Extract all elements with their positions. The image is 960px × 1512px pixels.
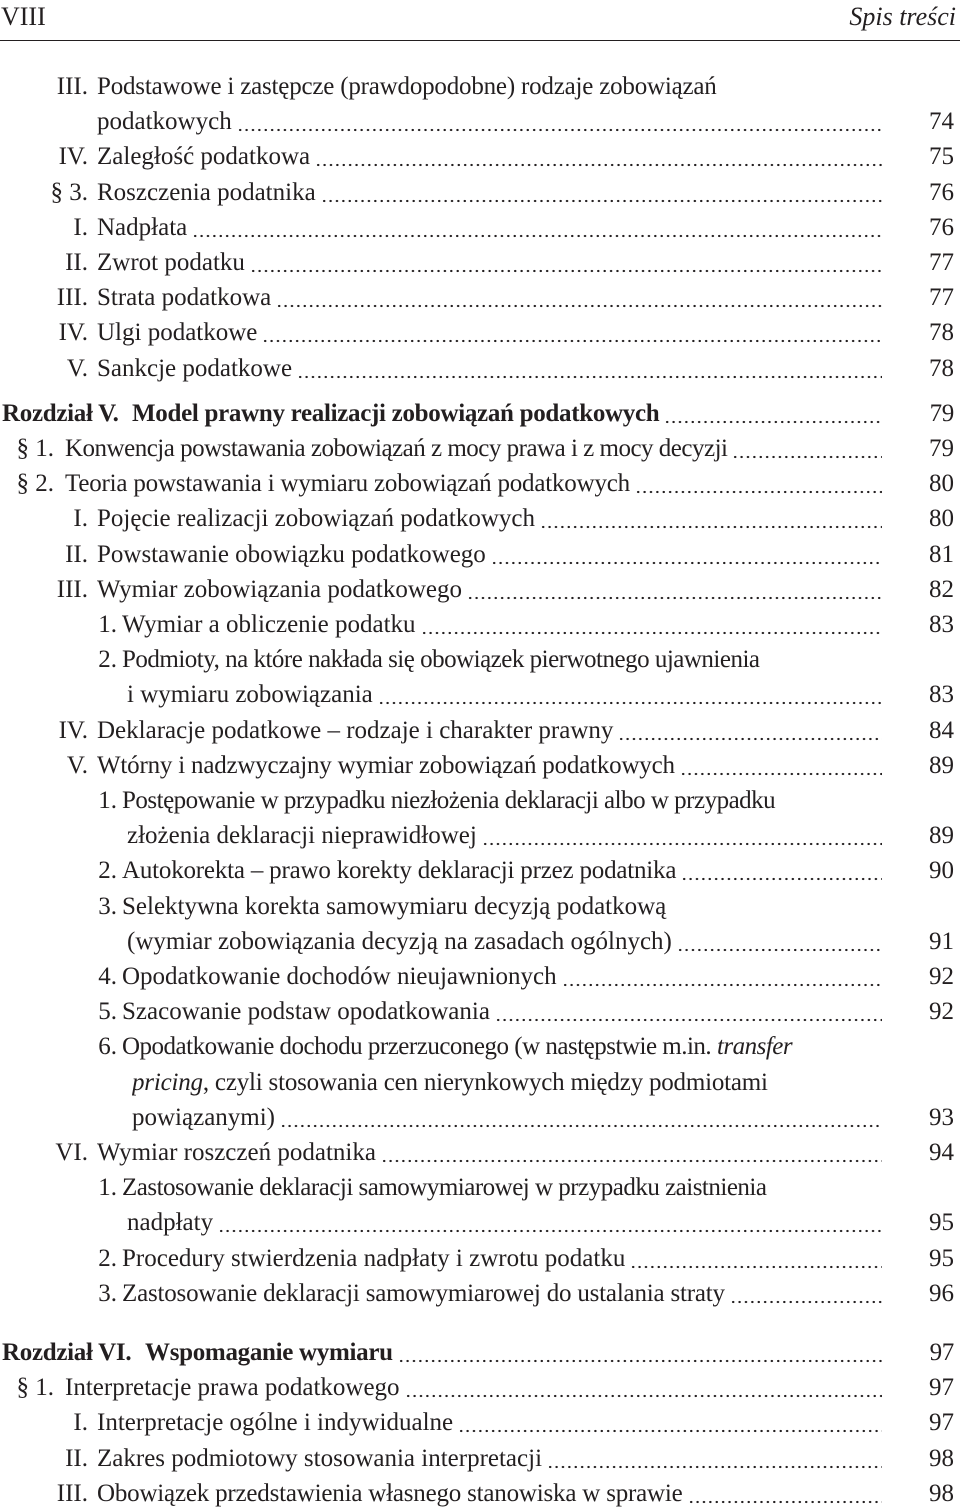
entry-title: powiązanymi) [132, 1104, 278, 1131]
page-ref: 76 [929, 213, 954, 241]
leader-dots [547, 1442, 882, 1476]
toc-entry[interactable] [0, 1406, 960, 1441]
toc-entry-line [0, 176, 960, 210]
entry-number: III. [56, 1479, 88, 1507]
entry-title: Interpretacje ogólne i indywidualne [97, 1409, 456, 1436]
leader-dots [635, 467, 882, 501]
entry-number: I. [73, 1409, 88, 1437]
entry-title: Wtórny i nadzwyczajny wymiar zobowiązań podatkowych [97, 752, 678, 779]
toc-entry[interactable] [0, 1242, 960, 1277]
entry-number: 2. [98, 1244, 117, 1272]
toc-entry-line [0, 1206, 960, 1240]
toc-entry-line [0, 467, 960, 501]
entry-title: Wspomaganie wymiaru [145, 1339, 396, 1366]
page-ref: 78 [929, 319, 954, 347]
toc-entry-line [0, 140, 960, 174]
toc-entry[interactable] [0, 749, 960, 784]
leader-dots [405, 1371, 882, 1405]
leader-dots [262, 316, 882, 350]
toc-entry[interactable] [0, 573, 960, 608]
page-ref: 98 [929, 1479, 954, 1507]
page-ref: 92 [929, 963, 954, 990]
leader-dots [680, 749, 882, 783]
leader-dots [732, 432, 882, 466]
entry-number: III. [56, 284, 88, 312]
leader-dots [467, 573, 882, 607]
entry-title: Pojęcie realizacji zobowiązań podatkowych [97, 505, 538, 532]
page-ref: 92 [929, 998, 954, 1026]
toc-entry-line [0, 1171, 960, 1205]
entry-number: 2. [98, 857, 117, 885]
entry-title: Sankcje podatkowe [97, 355, 295, 382]
toc-entry-line [0, 854, 960, 888]
entry-title: Zakres podmiotowy stosowania interpretacji [97, 1445, 545, 1472]
entry-title: Opodatkowanie dochodów nieujawnionych [122, 963, 560, 990]
toc-entry[interactable] [0, 608, 960, 643]
leader-dots [218, 1206, 882, 1240]
entry-title: Zastosowanie deklaracji samowymiarowej w przypadku zaistnienia [122, 1174, 769, 1201]
toc-entry[interactable] [0, 70, 960, 140]
page-ref: 80 [929, 470, 954, 498]
entry-number: III. [56, 575, 88, 603]
entry-number: III. [56, 73, 88, 100]
page-ref: 76 [929, 178, 954, 206]
toc-entry-line [0, 1371, 960, 1405]
toc-entry-line [0, 1336, 960, 1370]
page-ref: 91 [929, 927, 954, 955]
toc-chapter[interactable] [0, 1336, 960, 1371]
entry-title: podatkowych [97, 108, 235, 135]
leader-dots [297, 352, 882, 386]
toc-chapter[interactable] [0, 397, 960, 432]
toc-entry[interactable] [0, 281, 960, 316]
entry-title: Zaległość podatkowa [97, 143, 313, 170]
page-ref: 79 [929, 399, 954, 427]
toc-entry[interactable] [0, 176, 960, 211]
toc-entry-line [0, 1030, 960, 1064]
entry-title: Procedury stwierdzenia nadpłaty i zwrotu podatku [122, 1245, 628, 1272]
page-ref: 84 [929, 716, 954, 744]
entry-number: IV. [58, 143, 88, 171]
toc-entry-line [0, 246, 960, 280]
toc-entry[interactable] [0, 643, 960, 713]
toc-entry[interactable] [0, 211, 960, 246]
toc-entry-line [0, 784, 960, 818]
leader-dots [458, 1406, 882, 1440]
entry-number: 1. [98, 787, 117, 814]
toc-entry[interactable] [0, 1277, 960, 1312]
toc-entry-line [0, 925, 960, 959]
toc-entry-line [0, 643, 960, 677]
page-ref: 90 [929, 857, 954, 885]
leader-dots [562, 960, 882, 994]
leader-dots [664, 397, 882, 431]
toc-entry[interactable] [0, 960, 960, 995]
toc-entry-line [0, 211, 960, 245]
toc-entry[interactable] [0, 538, 960, 573]
leader-dots [250, 246, 882, 280]
entry-number: § 1. [16, 435, 54, 462]
leader-dots [688, 1477, 882, 1511]
entry-number: § 2. [16, 470, 54, 498]
toc-entry[interactable] [0, 1030, 960, 1136]
toc-entry-line [0, 1406, 960, 1440]
entry-number: 3. [98, 892, 117, 920]
toc-entry-line [0, 995, 960, 1029]
toc-entry-line [0, 1242, 960, 1276]
entry-number: § 3. [50, 178, 88, 206]
entry-number: IV. [58, 319, 88, 347]
entry-title: Ulgi podatkowe [97, 319, 260, 346]
toc-entry-line [0, 281, 960, 315]
page-ref: 80 [929, 505, 954, 533]
page-ref: 89 [929, 822, 954, 850]
page-ref: 77 [929, 284, 954, 312]
entry-number: 2. [98, 646, 117, 674]
entry-number: IV. [58, 716, 88, 744]
entry-number: 4. [98, 963, 117, 990]
entry-title: Zwrot podatku [97, 249, 248, 276]
toc-entry[interactable] [0, 1171, 960, 1241]
leader-dots [491, 538, 882, 572]
toc-entry-line [0, 70, 960, 104]
toc-entry[interactable] [0, 432, 960, 467]
page-ref: 78 [929, 354, 954, 382]
entry-title: Nadpłata [97, 214, 190, 241]
entry-title: Roszczenia podatnika [97, 179, 319, 206]
toc-entry[interactable] [0, 1371, 960, 1406]
entry-title: Interpretacje prawa podatkowego [65, 1374, 403, 1401]
toc-entry[interactable] [0, 352, 960, 387]
entry-number: VI. [55, 1139, 88, 1166]
entry-title: Podstawowe i zastępcze (prawdopodobne) rodzaje zobowiązań [97, 73, 720, 100]
entry-title: Wymiar roszczeń podatnika [97, 1139, 379, 1166]
entry-title: Teoria powstawania i wymiaru zobowiązań podatkowych [65, 470, 633, 497]
toc-entry-line [0, 1277, 960, 1311]
leader-dots [280, 1101, 882, 1135]
italic-term: pricing [132, 1068, 203, 1096]
page-ref: 79 [929, 435, 954, 462]
entry-number: I. [73, 213, 88, 241]
running-header [0, 0, 960, 41]
toc-entry-line [0, 352, 960, 386]
toc-entry[interactable] [0, 316, 960, 351]
page-ref: 95 [929, 1244, 954, 1272]
entry-title: Selektywna korekta samowymiaru decyzją podatkową [122, 893, 669, 920]
entry-title: Podmioty, na które nakłada się obowiązek pierwotnego ujawnienia [122, 646, 763, 673]
page-ref: 98 [929, 1444, 954, 1472]
entry-title: Szacowanie podstaw opodatkowania [122, 998, 493, 1025]
italic-term: transfer [716, 1033, 793, 1061]
entry-number: I. [73, 505, 88, 533]
leader-dots [681, 854, 882, 888]
page-ref: 95 [929, 1209, 954, 1237]
toc-entry-line [0, 432, 960, 466]
entry-title: Opodatkowanie dochodu przerzuconego (w następstwie m.in. transfer [122, 1033, 795, 1060]
toc-entry-line [0, 502, 960, 536]
toc-entry-line [0, 678, 960, 712]
toc-entry-line [0, 749, 960, 783]
leader-dots [381, 1136, 882, 1170]
leader-dots [730, 1277, 882, 1311]
page-ref: 89 [929, 751, 954, 779]
toc-entry-line [0, 1066, 960, 1100]
toc-entry[interactable] [0, 995, 960, 1030]
leader-dots [677, 925, 882, 959]
leader-dots [321, 176, 882, 210]
entry-title: (wymiar zobowiązania decyzją na zasadach ogólnych) [127, 928, 675, 955]
toc-entry-line [0, 1136, 960, 1170]
entry-title: Powstawanie obowiązku podatkowego [97, 541, 489, 568]
page-ref: 97 [929, 1409, 954, 1437]
entry-title: Deklaracje podatkowe – rodzaje i charakter prawny [97, 717, 616, 744]
entry-title: Wymiar a obliczenie podatku [122, 611, 419, 638]
leader-dots [398, 1336, 882, 1370]
leader-dots [276, 281, 882, 315]
page-ref: 75 [929, 143, 954, 171]
toc-entry[interactable] [0, 140, 960, 175]
entry-title: Strata podatkowa [97, 284, 274, 311]
page-ref: 83 [929, 681, 954, 709]
entry-title: nadpłaty [127, 1209, 216, 1236]
entry-title: Wymiar zobowiązania podatkowego [97, 576, 465, 603]
page-ref: 94 [929, 1139, 954, 1166]
entry-title: Zastosowanie deklaracji samowymiarowej do ustalania straty [122, 1280, 728, 1307]
page-ref: 93 [929, 1103, 954, 1131]
toc-entry-line [0, 1442, 960, 1476]
page-number: VIII [1, 2, 46, 31]
page-ref: 77 [929, 249, 954, 276]
toc-entry[interactable] [0, 1442, 960, 1477]
chapter-number: Rozdział V. [2, 399, 119, 427]
entry-title: pricing, czyli stosowania cen nierynkowych między podmiotami [132, 1069, 771, 1096]
leader-dots [315, 140, 882, 174]
page-ref: 96 [929, 1279, 954, 1307]
toc-entry-line [0, 316, 960, 350]
entry-number: II. [65, 1444, 88, 1472]
entry-title: Konwencja powstawania zobowiązań z mocy prawa i z mocy decyzji [65, 435, 730, 462]
page-ref: 81 [929, 540, 954, 568]
leader-dots [630, 1242, 882, 1276]
entry-number: § 1. [16, 1374, 54, 1402]
toc-entry[interactable] [0, 467, 960, 502]
running-title: Spis treści [849, 2, 956, 31]
toc-entry[interactable] [0, 784, 960, 854]
toc-entry[interactable] [0, 854, 960, 889]
toc-entry-line [0, 1477, 960, 1511]
toc-entry[interactable] [0, 714, 960, 749]
toc-entry-line [0, 608, 960, 642]
entry-number: 6. [98, 1033, 117, 1061]
toc-entry[interactable] [0, 246, 960, 281]
page-ref: 97 [929, 1339, 954, 1366]
toc-entry-line [0, 105, 960, 139]
toc-entry-line [0, 714, 960, 748]
leader-dots [237, 105, 882, 139]
leader-dots [378, 678, 882, 712]
entry-number: 1. [98, 1174, 117, 1202]
toc-entry-line [0, 890, 960, 924]
leader-dots [192, 211, 882, 245]
entry-title: Autokorekta – prawo korekty deklaracji przez podatnika [122, 857, 679, 884]
toc-entry[interactable] [0, 502, 960, 537]
toc-entry[interactable] [0, 890, 960, 960]
entry-title: Model prawny realizacji zobowiązań podatkowych [132, 400, 662, 427]
entry-number: 5. [98, 998, 117, 1026]
entry-title: złożenia deklaracji nieprawidłowej [127, 822, 480, 849]
toc-entry-line [0, 819, 960, 853]
entry-title: Postępowanie w przypadku niezłożenia deklaracji albo w przypadku [122, 787, 778, 814]
page-ref: 97 [929, 1374, 954, 1402]
page-ref: 74 [929, 108, 954, 136]
entry-title: i wymiaru zobowiązania [127, 681, 376, 708]
entry-number: V. [66, 751, 88, 779]
toc-entry[interactable] [0, 1136, 960, 1171]
toc-entry-line [0, 573, 960, 607]
entry-number: 3. [98, 1279, 117, 1307]
entry-number: II. [65, 249, 88, 276]
leader-dots [540, 502, 882, 536]
toc-entry-line [0, 1101, 960, 1135]
toc-entry-line [0, 397, 960, 431]
toc-entry-line [0, 538, 960, 572]
leader-dots [421, 608, 882, 642]
leader-dots [482, 819, 882, 853]
entry-title: Obowiązek przedstawienia własnego stanowiska w sprawie [97, 1480, 686, 1507]
page-ref: 82 [929, 575, 954, 603]
entry-number: 1. [98, 611, 117, 638]
page-ref: 83 [929, 611, 954, 638]
toc-entry-line [0, 960, 960, 994]
entry-number: V. [66, 354, 88, 382]
leader-dots [495, 995, 882, 1029]
leader-dots [618, 714, 882, 748]
entry-number: II. [65, 540, 88, 568]
chapter-number: Rozdział VI. [2, 1339, 132, 1366]
